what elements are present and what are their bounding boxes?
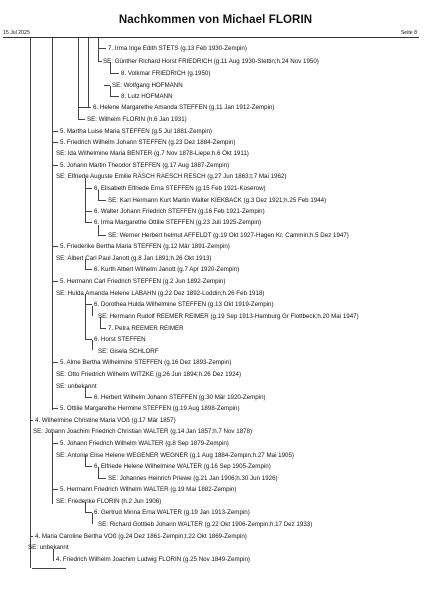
list-item: 5. Johann Friedrich Wilhelm WALTER (g.8 Sep 1879-Zempin) [60,440,229,447]
list-item: 6. Herbert Wilhelm Johann STEFFEN (g.30 Mär 1920-Zempin) [94,394,266,401]
list-item: SE: Karl Hermann Kurt Martin Walter KIEKBACK (g.3 Dez 1921;h.25 Feb 1944) [108,197,327,204]
list-item: 5. Johann Martin Theodor STEFFEN (g.17 Aug 1887-Zempin) [60,162,230,169]
list-item: SE: Gisela SCHLORF [98,348,159,355]
list-item: SE: Antonie Elise Helene WEGENER WEGNER (g.1 Aug 1884-Zempin;h.27 Mai 1905) [56,452,294,459]
list-item: 5. Friederike Bertha Maria STEFFEN (g.12 Mär 1891-Zempin) [60,243,230,250]
list-item: 5. Hermann Friedrich Wilhelm WALTER (g.19 Mai 1882-Zempin) [60,486,237,493]
list-item: 6. Walter Johann Friedrich STEFFEN (g.16 Feb 1921-Zempin) [94,208,265,215]
list-item: 6. Gertrud Minna Erna WALTER (g.19 Jan 1913-Zempin) [94,509,250,516]
list-item: 6. Elfriede Helene Wilhelmine WALTER (g.16 Sep 1905-Zempin) [94,463,271,470]
list-item: 6. Horst STEFFEN [94,336,146,343]
list-item: SE: Wilhelm FLORIN (h.6 Jan 1931) [87,116,187,123]
list-item: 6. Kurth Albert Wilhelm Janott (g.7 Apr 1920-Zempin) [94,266,240,273]
list-item: SE: Richard Gottlieb Johann WALTER (g.22 Okt 1906-Zempin;h.17 Dez 1933) [98,521,313,528]
list-item: 4. Maria Caroline Bertha VOß (g.24 Dez 1861-Zempin;t.22 Okt 1869-Zempin) [35,533,247,540]
list-item: SE: Wolfgang HOFMANN [112,82,183,89]
list-item: SE: Johannes Heinrich Priewe (g.21 Jan 1906;h.30 Jun 1926) [108,475,278,482]
list-item: SE: Ida Wilhelmine Maria BENTER (g.7 Nov 1878-Liepe;h.6 Okt 1911) [56,150,249,157]
list-item: 5. Martha Luise Maria STEFFEN (g.5 Jul 1881-Zempin) [60,128,212,135]
page-title: Nachkommen von Michael FLORIN [118,14,313,26]
list-item: 4. Wilhelmine Christine Maria VOß (g.17 Mär 1857) [35,417,176,424]
list-item: SE: Günther Richard Horst FRIEDRICH (g.11 Aug 1930-Stettin;h.24 Nov 1950) [103,58,319,65]
list-item: SE: unbekannt [28,544,69,551]
list-item: 7. Irma Inge Edith STETS (g.13 Feb 1930-Zempin) [108,45,247,52]
list-item: SE: Albert Carl Paul Janott (g.8 Jan 1891;h.26 Okt 1913) [56,255,212,262]
list-item: SE: Friederike FLORIN (h.2 Jun 1906) [56,498,162,505]
list-item: SE: Hermann Rudolf REEMER REIMER (g.19 Sep 1913-Hamburg Gr Flottbeck;h.20 Mai 1947) [98,313,359,320]
list-item: 6. Helene Margarethe Amanda STEFFEN (g.11 Jan 1912-Zempin) [93,104,275,111]
list-item: 8. Volkmar FRIEDRICH (g.1950) [121,70,211,77]
list-item: 6. Irma Margarethe Ottilie STEFFEN (g.23 Juli 1925-Zempin) [94,219,262,226]
list-item: 5. Alme Bertha Wilhelmine STEFFEN (g.16 Dez 1893-Zempin) [60,359,232,366]
list-item: 8. Lutz HOFMANN [121,93,173,100]
list-item: SE: Werner Herbert helmut AFFELDT (g.19 Okt 1927-Hagen Kr. Cammin;h.5 Dez 1947) [108,232,349,239]
list-item: SE: Johann Joachim Friedrich Christian WALTER (g.14 Jan 1857;h.7 Nov 1878) [33,428,253,435]
list-item: 5. Ottilie Margarethe Hermine STEFFEN (g.19 Aug 1898-Zempin) [60,405,240,412]
list-item: SE: Otto Friedrich Wilhelm WITZKE (g.26 Jun 1894;h.26 Dez 1924) [56,371,242,378]
page-number: Seite 8 [400,30,417,36]
report-date: 15 Jul 2025 [3,30,30,36]
list-item: 7. Petra REEMER REIMER [108,325,184,332]
list-item: 5. Friedrich Wilhelm Johann STEFFEN (g.23 Dez 1884-Zempin) [60,139,236,146]
list-item: SE: unbekannt [56,383,97,390]
list-item: SE: Elfriede Auguste Emilie RÄSCH RAESCH RESCH (g.27 Jun 1863;t.7 Mai 1962) [56,173,287,180]
list-item: 4. Friedrich Wilhelm Joachim Ludwig FLORIN (g.25 Nov 1849-Zempin) [56,556,250,563]
list-item: 5. Hermann Carl Friedrich STEFFEN (g.2 Jun 1892-Zempin) [60,278,226,285]
list-item: SE: Hulda Amanda Helene LABAHN (g.22 Dez 1892-Loddin;h.26 Feb 1918) [56,290,265,297]
list-item: 6. Dorothea Hulda Wilhelmine STEFFEN (g.13 Okt 1919-Zempin) [94,301,274,308]
list-item: 6. Elisabeth Elfriede Erna STEFFEN (g.15 Feb 1921-Koserow) [94,185,266,192]
